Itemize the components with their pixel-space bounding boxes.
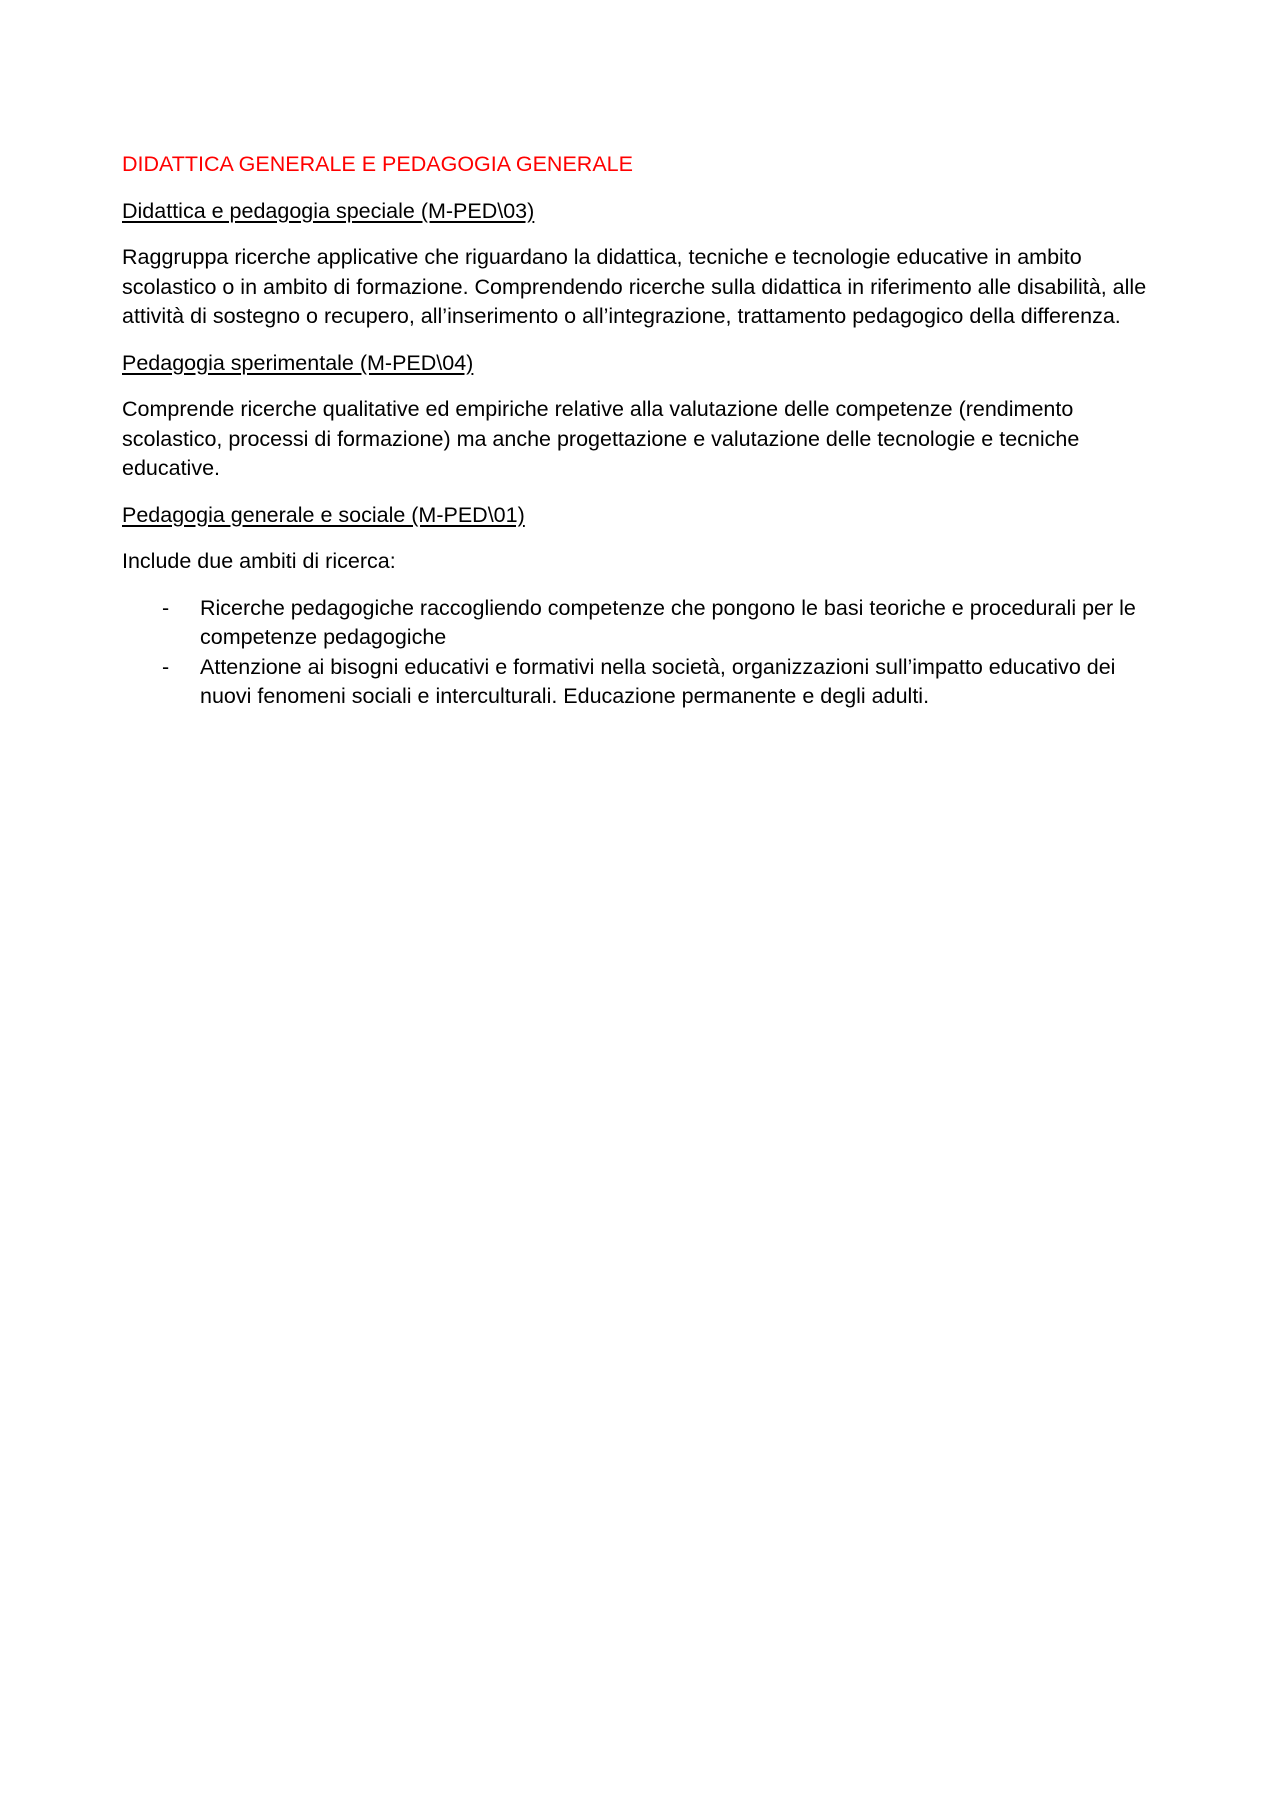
section-heading-didattica: Didattica e pedagogia speciale (M-PED\03)	[122, 198, 535, 223]
section-text-generale-sociale: Include due ambiti di ricerca:	[122, 549, 396, 573]
list-item-text: Ricerche pedagogiche raccogliendo competenze che pongono le basi teoriche e procedurali per le competenze pedagogiche	[200, 595, 1136, 649]
research-areas-list	[122, 594, 1162, 712]
list-item	[122, 653, 1162, 712]
section-text-sperimentale: Comprende ricerche qualitative ed empiriche relative alla valutazione delle competenze (rendimento scolastico, processi di formazione) ma anche progettazione e valutazione delle tecnologie e tecniche educative.	[122, 397, 1080, 480]
dash-bullet: -	[162, 595, 170, 620]
section-text-didattica: Raggruppa ricerche applicative che riguardano la didattica, tecniche e tecnologie educative in ambito scolastico o in ambito di formazione. Comprendendo ricerche sulla didattica in riferimento alle disabilità, alle attività di sostegno o recupero, all’inserimento o all’integrazione, trattamento pedagogico della differenza.	[122, 245, 1147, 328]
section-heading-sperimentale: Pedagogia sperimentale (M-PED\04)	[122, 350, 474, 375]
section-heading-generale-sociale: Pedagogia generale e sociale (M-PED\01)	[122, 502, 525, 527]
document-title: DIDATTICA GENERALE E PEDAGOGIA GENERALE	[122, 152, 633, 176]
document-page	[122, 150, 1162, 712]
list-item	[122, 594, 1162, 653]
list-item-text: Attenzione ai bisogni educativi e formativi nella società, organizzazioni sull’impatto educativo dei nuovi fenomeni sociali e interculturali. Educazione permanente e degli adulti.	[200, 654, 1116, 708]
dash-bullet: -	[162, 654, 170, 679]
